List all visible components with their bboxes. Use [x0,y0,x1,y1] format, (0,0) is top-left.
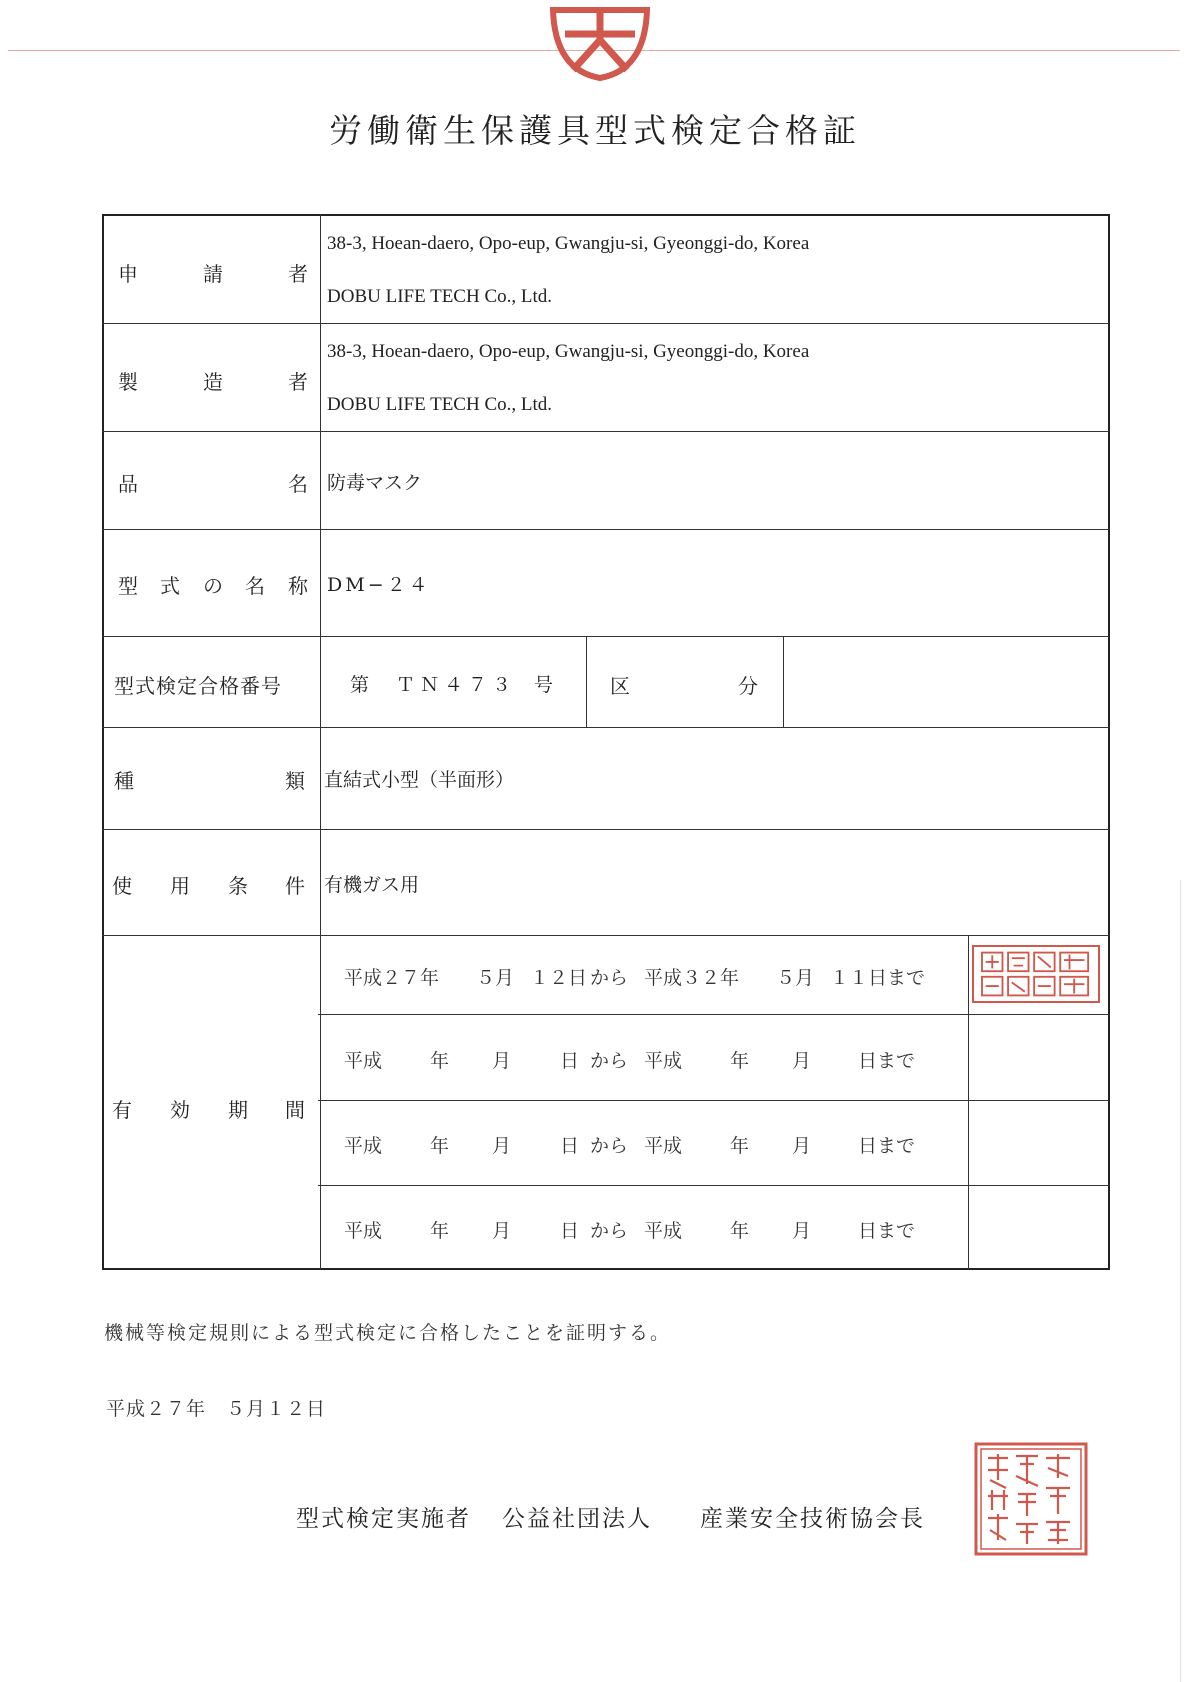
column-divider [586,636,587,727]
cert-number-suffix: 号 [534,674,554,696]
category-label-2: 分 [738,674,758,698]
column-divider [783,636,784,727]
period-3-start-era: 平成 [344,1135,383,1157]
manufacturer-company: DOBU LIFE TECH Co., Ltd. [327,394,553,415]
period-2-end-day: 日まで [858,1050,916,1072]
applicant-address: 38-3, Hoean-daero, Opo-eup, Gwangju-si, Gyeonggi-do, Korea [327,233,810,254]
period-4-start-day: 日 [560,1220,580,1242]
applicant-company: DOBU LIFE TECH Co., Ltd. [327,286,553,307]
model-label-2: 式 [160,574,180,598]
issuer-org-type: 公益社団法人 [502,1506,652,1532]
period-2-start-year: 年 [430,1050,450,1072]
row-divider [102,431,1110,432]
period-3-end-day: 日まで [858,1135,916,1157]
validity-label-1: 有 [112,1098,132,1122]
period-3-end-month: 月 [792,1135,812,1157]
period-2-end-month: 月 [792,1050,812,1072]
model-label-1: 型 [118,574,138,598]
period-divider [318,1014,1110,1015]
period-2-start-day: 日 [560,1050,580,1072]
cert-number: ＴＮ４７３ [396,674,517,696]
type-label-2: 類 [285,769,305,793]
period-3-from: から [590,1135,629,1157]
period-3-end-year: 年 [730,1135,750,1157]
applicant-label-1: 申 [118,262,138,286]
period-3-start-month: 月 [492,1135,512,1157]
manufacturer-address: 38-3, Hoean-daero, Opo-eup, Gwangju-si, Gyeonggi-do, Korea [327,341,810,362]
official-seal-icon [972,1440,1090,1558]
scan-edge-line [1180,880,1181,1682]
model-name: DM−２４ [327,574,431,596]
model-label-5: 称 [288,574,308,598]
cert-number-label: 型式検定合格番号 [114,674,282,698]
validity-label-4: 間 [285,1098,305,1122]
row-divider [102,529,1110,530]
period-1-start-month: ５月 [476,967,515,989]
period-4-from: から [590,1220,629,1242]
type-value: 直結式小型（半面形） [324,769,515,791]
period-4-start-era: 平成 [344,1220,383,1242]
period-4-start-year: 年 [430,1220,450,1242]
conditions-label-2: 用 [170,874,190,898]
column-divider [968,935,969,1270]
issuer-org-name: 産業安全技術協会長 [700,1506,925,1532]
period-2-end-year: 年 [730,1050,750,1072]
type-label-1: 種 [114,769,134,793]
cert-number-prefix: 第 [350,674,370,696]
model-label-3: の [203,574,223,598]
applicant-label-2: 請 [203,262,223,286]
period-4-end-day: 日まで [858,1220,916,1242]
row-divider [102,935,1110,936]
period-1-start-year: 平成２７年 [344,967,440,989]
period-1-start-day: １２日 [530,967,588,989]
column-divider [320,214,321,1270]
row-divider [102,323,1110,324]
manufacturer-label-2: 造 [203,370,223,394]
product-name: 防毒マスク [327,472,423,494]
period-4-end-month: 月 [792,1220,812,1242]
conditions-value: 有機ガス用 [324,874,420,896]
applicant-label-3: 者 [288,262,308,286]
validity-label-2: 効 [170,1098,190,1122]
row-divider [102,636,1110,637]
period-3-start-year: 年 [430,1135,450,1157]
manufacturer-label-3: 者 [288,370,308,394]
period-2-end-era: 平成 [644,1050,683,1072]
period-4-start-month: 月 [492,1220,512,1242]
validity-label-3: 期 [228,1098,248,1122]
model-label-4: 名 [245,574,265,598]
period-divider [318,1185,1110,1186]
issue-date: 平成２７年 ５月１２日 [106,1398,327,1420]
period-2-start-era: 平成 [344,1050,383,1072]
issuer-role: 型式検定実施者 [296,1506,471,1532]
period-2-start-month: 月 [492,1050,512,1072]
top-seal-icon [545,0,655,82]
period-1-end-day: １１日まで [830,967,926,989]
period-1-end-year: 平成３２年 [644,967,740,989]
row-divider [102,727,1110,728]
certification-statement: 機械等検定規則による型式検定に合格したことを証明する。 [104,1322,672,1344]
period-1-end-month: ５月 [776,967,815,989]
document-title: 労働衛生保護具型式検定合格証 [329,111,861,150]
period-4-end-year: 年 [730,1220,750,1242]
period-1-from: から [590,967,629,989]
period-4-end-era: 平成 [644,1220,683,1242]
conditions-label-3: 条 [228,874,248,898]
conditions-label-4: 件 [285,874,305,898]
product-label-1: 品 [118,472,138,496]
conditions-label-1: 使 [112,874,132,898]
manufacturer-label-1: 製 [118,370,138,394]
period-3-start-day: 日 [560,1135,580,1157]
period-2-from: から [590,1050,629,1072]
period-3-end-era: 平成 [644,1135,683,1157]
category-label-1: 区 [610,674,630,698]
product-label-2: 名 [288,472,308,496]
period-divider [318,1100,1110,1101]
row-divider [102,829,1110,830]
approval-stamp-icon [972,945,1100,1003]
certificate-table [102,214,1110,1270]
